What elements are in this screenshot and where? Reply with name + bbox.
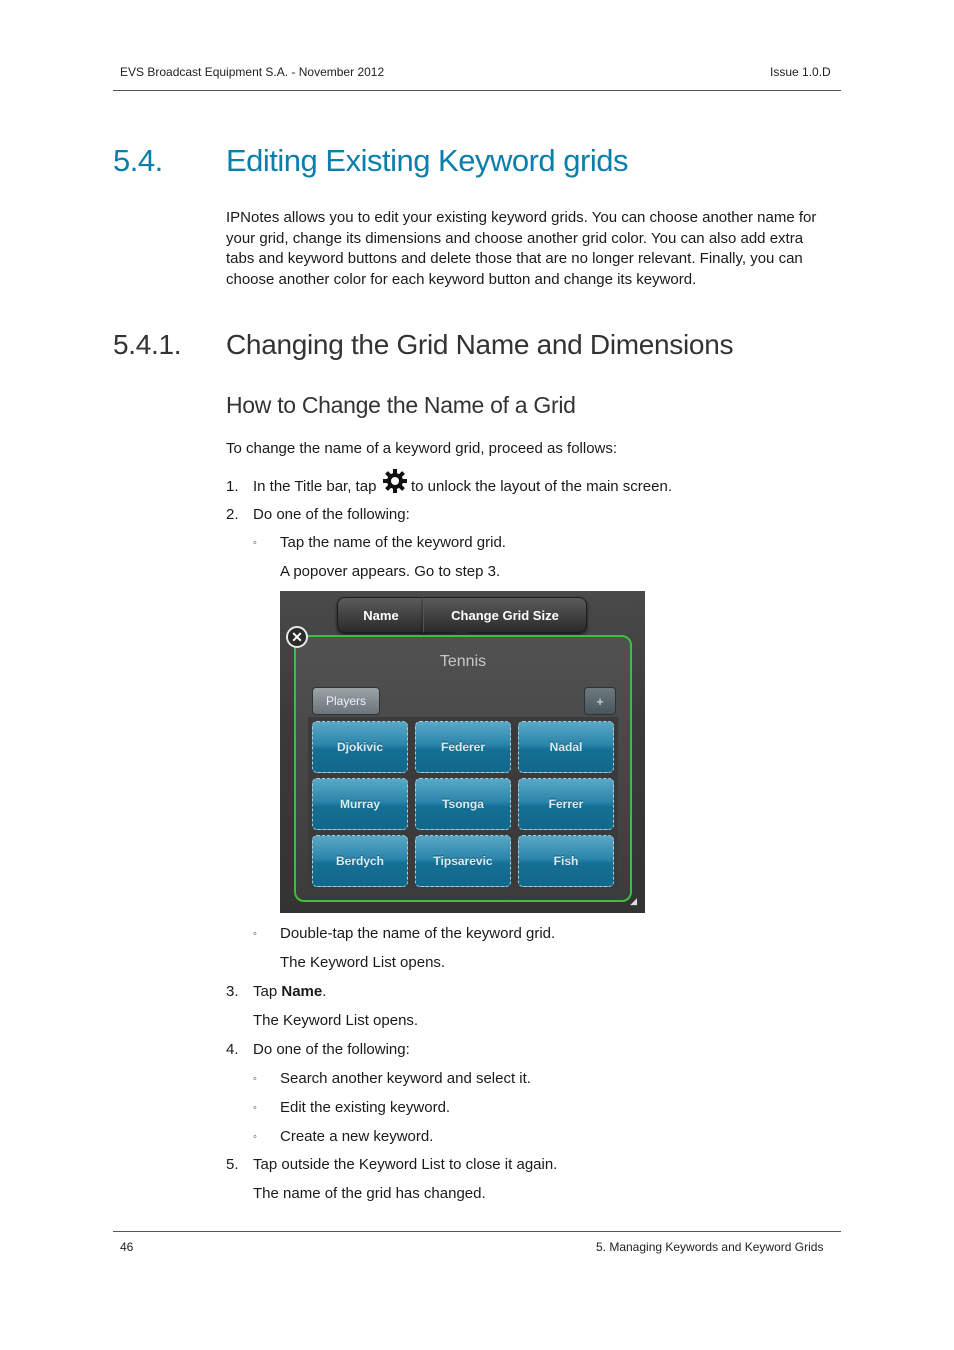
- step5-text: Tap outside the Keyword List to close it again.: [253, 1156, 558, 1173]
- step2-option1: Tap the name of the keyword grid.: [280, 534, 506, 551]
- keyword-button-ferrer[interactable]: Ferrer: [518, 778, 614, 830]
- segment-change-grid-size[interactable]: Change Grid Size: [423, 597, 587, 633]
- step-number: 5.: [226, 1156, 239, 1173]
- keyword-button-fish[interactable]: Fish: [518, 835, 614, 887]
- keyword-button-tipsarevic[interactable]: Tipsarevic: [415, 835, 511, 887]
- step2-option2-result: The Keyword List opens.: [280, 954, 446, 971]
- keyword-grid-panel: [294, 635, 632, 902]
- bullet: ◦: [253, 1102, 257, 1114]
- header-left: EVS Broadcast Equipment S.A. - November 2012: [120, 65, 385, 79]
- page-number: 46: [120, 1240, 134, 1254]
- step5-result: The name of the grid has changed.: [253, 1185, 486, 1202]
- keyword-button-murray[interactable]: Murray: [312, 778, 408, 830]
- keyword-button-berdych[interactable]: Berdych: [312, 835, 408, 887]
- step-number: 4.: [226, 1041, 239, 1058]
- step2-text: Do one of the following:: [253, 506, 410, 523]
- subsection-number: 5.4.1.: [113, 329, 182, 360]
- keyword-button-grid: [308, 717, 618, 889]
- footer-rule: [113, 1231, 841, 1232]
- step3-result: The Keyword List opens.: [253, 1012, 419, 1029]
- intro-line: choose another color for each keyword button and change its keyword.: [226, 270, 697, 288]
- segment-name[interactable]: Name: [337, 597, 425, 633]
- bullet: ◦: [253, 928, 257, 940]
- intro-line: IPNotes allows you to edit your existing keyword grids. You can choose another name for: [226, 209, 817, 226]
- step3-text: [253, 983, 326, 1000]
- keyword-button-djokivic[interactable]: Djokivic: [312, 721, 408, 773]
- keyword-button-tsonga[interactable]: Tsonga: [415, 778, 511, 830]
- step-number: 1.: [226, 478, 239, 495]
- intro-line: tabs and keyword buttons and delete those that are no longer relevant. Finally, you can: [226, 250, 803, 267]
- intro-paragraph: [226, 208, 846, 290]
- step4-option: Create a new keyword.: [280, 1128, 434, 1145]
- step4-option: Edit the existing keyword.: [280, 1099, 451, 1116]
- step2-option2: Double-tap the name of the keyword grid.: [280, 925, 556, 942]
- step1-text-before: In the Title bar, tap: [253, 478, 377, 495]
- footer-chapter: 5. Managing Keywords and Keyword Grids: [596, 1240, 824, 1254]
- procedure-title: How to Change the Name of a Grid: [226, 392, 576, 418]
- add-tab-button[interactable]: +: [584, 687, 616, 715]
- close-icon[interactable]: ✕: [286, 626, 308, 648]
- step3-after: .: [322, 983, 327, 1000]
- step-number: 2.: [226, 506, 239, 523]
- bullet: ◦: [253, 1131, 257, 1143]
- procedure-lead: To change the name of a keyword grid, proceed as follows:: [226, 440, 618, 457]
- tab-players[interactable]: Players: [312, 687, 380, 715]
- keyword-button-nadal[interactable]: Nadal: [518, 721, 614, 773]
- subsection-title: Changing the Grid Name and Dimensions: [226, 329, 734, 360]
- header-rule: [113, 90, 841, 91]
- step4-option: Search another keyword and select it.: [280, 1070, 531, 1087]
- step1-text-after: to unlock the layout of the main screen.: [411, 478, 672, 495]
- step-number: 3.: [226, 983, 239, 1000]
- section-title: Editing Existing Keyword grids: [226, 143, 628, 178]
- resize-handle-icon[interactable]: ◢: [630, 896, 637, 906]
- intro-line: your grid, change its dimensions and choose another grid color. You can also add extra: [226, 229, 804, 247]
- grid-name[interactable]: Tennis: [439, 653, 487, 670]
- bullet: ◦: [253, 1073, 257, 1085]
- step2-option1-result: A popover appears. Go to step 3.: [280, 563, 501, 580]
- gear-icon: [382, 468, 408, 494]
- step3-name-label: Name: [281, 983, 323, 1000]
- step3-before: Tap: [253, 983, 282, 1000]
- bullet: ◦: [253, 537, 257, 549]
- header-right: Issue 1.0.D: [770, 65, 831, 79]
- section-number: 5.4.: [113, 143, 163, 178]
- keyword-button-federer[interactable]: Federer: [415, 721, 511, 773]
- grid-popover-screenshot: [280, 591, 645, 913]
- step4-text: Do one of the following:: [253, 1041, 410, 1058]
